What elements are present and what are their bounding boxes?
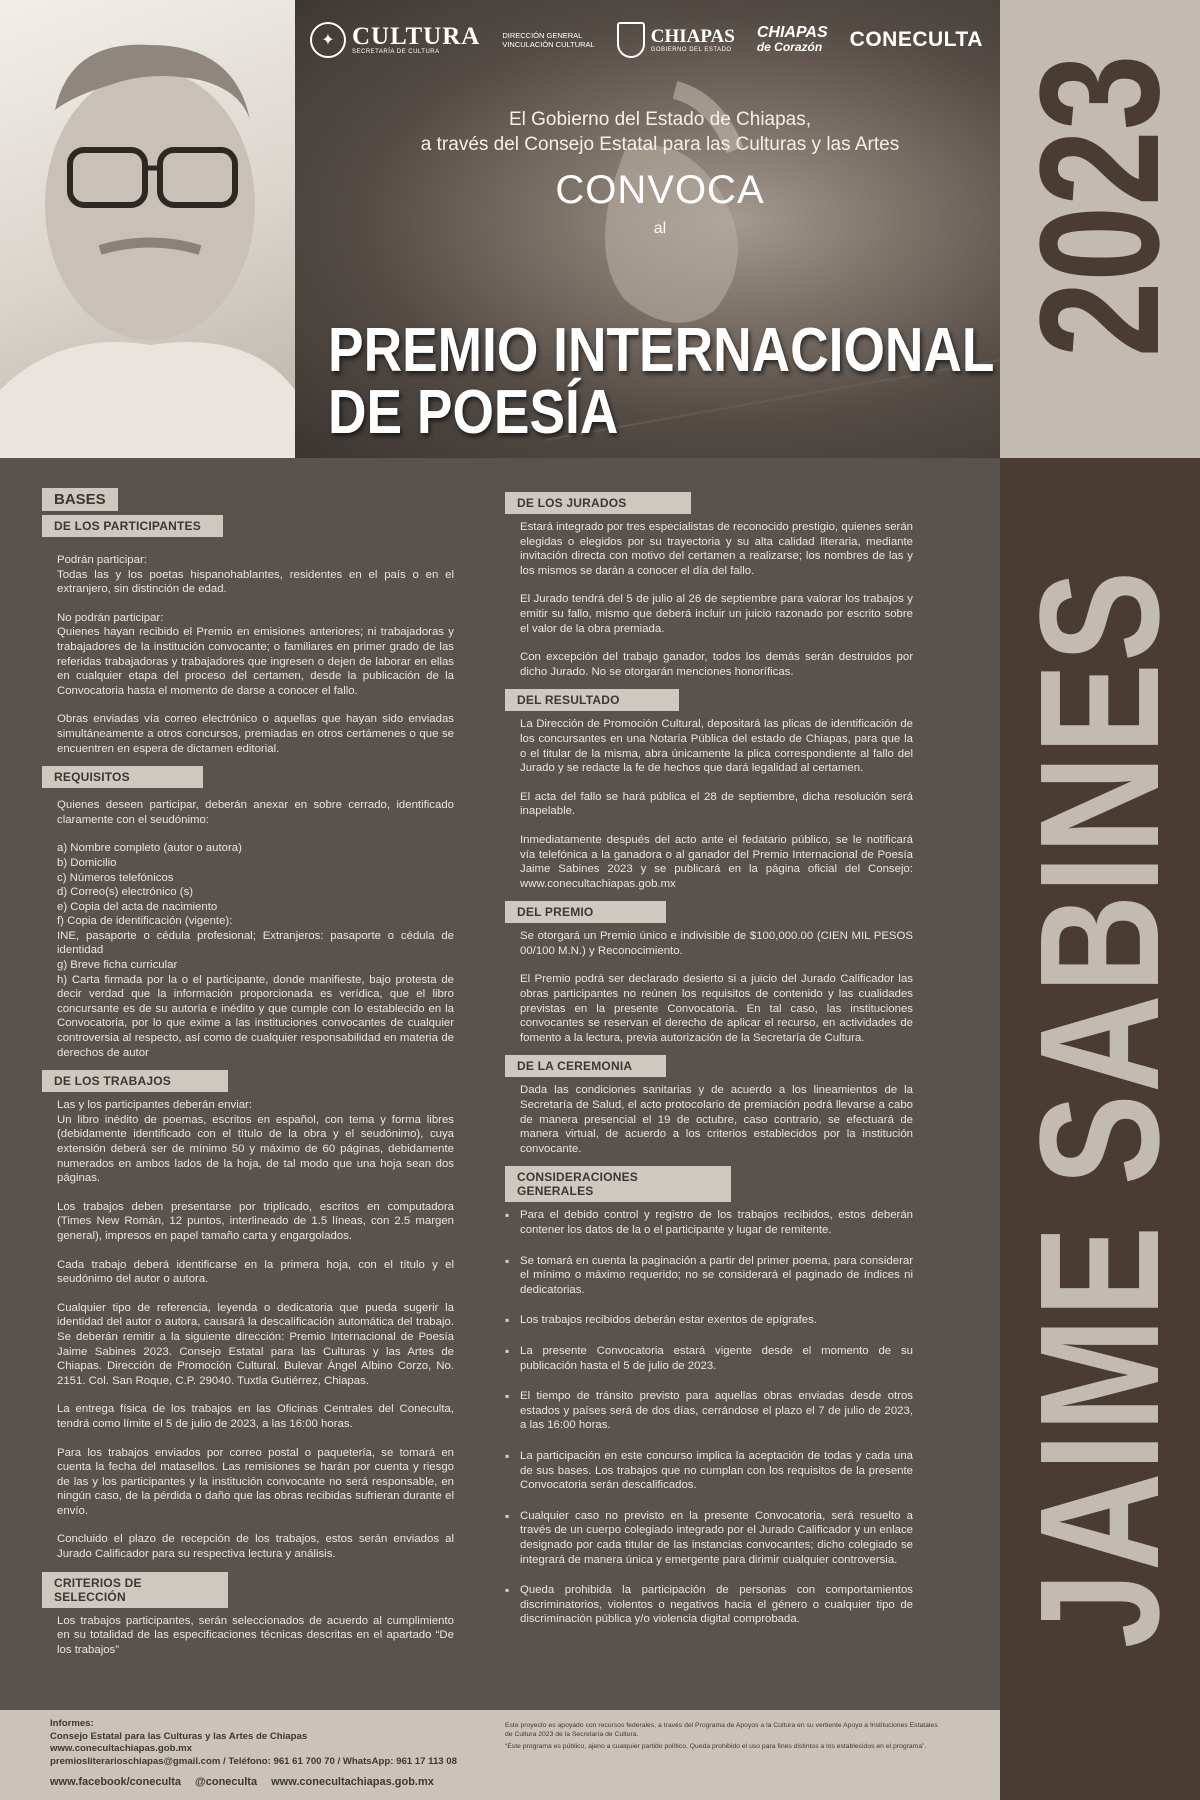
corazon-logo-line1: CHIAPAS [756,24,828,41]
logos-bar [310,18,990,62]
chiapas-logo-text: CHIAPAS [650,26,735,47]
paragraph: El Premio podrá ser declarado desierto si a juicio del Jurado Calificador las obras participantes no reúnen los requisitos de contenido y las cualidades previstas en la presente Convocatoria. En tal caso, las instituciones convocantes se reservan el derecho de aplicar el recurso, en actividades de fomento a la lectura, previa autorización de la Secretaría de Cultura. [520,973,913,1044]
section-title: DE LOS PARTICIPANTES [42,515,223,537]
paragraph: El Jurado tendrá del 5 de julio al 26 de septiembre para valorar los trabajos y emitir su fallo, mismo que deberá incluir un juicio razonado por escrito sobre el valor de la obra premiada. [520,593,913,635]
list-item: g) Breve ficha curricular [57,959,178,972]
intro-line-1: El Gobierno del Estado de Chiapas, [508,109,812,130]
section-resultado [505,685,913,891]
legal-notes [505,1722,945,1752]
section-title: DE LA CEREMONIA [505,1055,666,1077]
section-consideraciones [505,1162,913,1626]
left-column [42,458,454,1671]
paragraph: La entrega física de los trabajos en las Oficinas Centrales del Coneculta, tendrá como límite el 5 de julio de 2023, a las 16:00 horas. [57,1403,454,1430]
vertical-year: 2023 [1005,54,1195,358]
list-item: b) Domicilio [57,856,117,869]
list-item: c) Números telefónicos [57,871,174,884]
corazon-logo-line2: de Corazón [756,40,823,54]
bases-heading: BASES [42,488,118,511]
vertical-name: JAIME SABINES [1005,569,1195,1649]
eagle-seal-icon: ✦ [310,22,346,58]
intro-line-2: a través del Consejo Estatal para las Culturas y las Artes [420,134,900,155]
paragraph: Cualquier tipo de referencia, leyenda o dedicatoria que pueda sugerir la identidad del autor o autora, causará la descalificación automática del trabajo. Se deberán remitir a la siguiente dirección: Premio Internacional de Poesía Jaime Sabines 2023. Consejo Estatal para las Culturas y las Artes de Chiapas. Dirección de Promoción Cultural. Bulevar Ángel Albino Corzo, No. 2151. Col. San Roque, C.P. 29040. Tuxtla Gutiérrez, Chiapas. [57,1301,454,1387]
shield-icon [617,22,645,58]
paragraph: Dada las condiciones sanitarias y de acuerdo a los lineamientos de la Secretaría de Salud, el acto protocolario de premiación podrá llevarse a cabo de manera presencial el 19 de octubre, caso contrario, se efectuará de manera virtual, de acuerdo a los criterios establecidos por la institución convocante. [520,1084,913,1155]
al-text: al [653,220,667,237]
contact-line[interactable]: premiosliterarioschiapas@gmail.com / Teléfono: 961 61 700 70 / WhatsApp: 961 17 113 08 [50,1755,457,1767]
list-item: e) Copia del acta de nacimiento [57,900,218,913]
paragraph: Se otorgará un Premio único e indivisible de $100,000.00 (CIEN MIL PESOS 00/100 M.N.) y Reconocimiento. [520,930,913,957]
paragraph: Las y los participantes deberán enviar: Un libro inédito de poemas, escritos en español, con tema y forma libres (debidamente identificado con el título de la obra y el seudónimo), cuya extensión deberá ser de mínimo 50 y máximo de 60 páginas, debidamente numerados en ambos lados de la hoja, de tal modo que una hoja sean dos páginas. [57,1099,454,1185]
paragraph: La Dirección de Promoción Cultural, depositará las plicas de identificación de los concursantes en una Notaría Pública del estado de Chiapas, para que la o el titular de la misma, abra únicamente la plica correspondiente al fallo del Jurado y se redacte la fe de hechos que dará legalidad al certamen. [520,718,913,775]
paragraph: No podrán participar: Quienes hayan recibido el Premio en emisiones anteriores; ni trabajadoras y trabajadores de la institución convocante; o familiares en primer grado de las referidas trabajadoras y trabajadores que ingresen o dejen de laborar en ellas en cualquier etapa del proceso del certamen, desde la publicación de la Convocatoria hasta el momento de darse a conocer el fallo. [57,611,454,697]
author-portrait [0,0,295,458]
direccion-logo [502,31,594,49]
section-requisitos [42,762,454,1066]
section-title: DE LOS TRABAJOS [42,1070,228,1092]
paragraph: El acta del fallo se hará pública el 28 de septiembre, dicha resolución será inapelable. [520,790,913,818]
convoca-heading: CONVOCA [555,168,765,212]
cultura-logo-text: CULTURA [352,23,481,50]
list-item: ▪ El tiempo de tránsito previsto para aquellas obras enviadas desde otros estados y países será de dos días, cerrándose el plazo el 7 de julio de 2023, a las 16:00 horas. [505,1389,913,1433]
list-item: f) Copia de identificación (vigente): [57,915,233,928]
paragraph: Con excepción del trabajo ganador, todos los demás serán destruidos por dicho Jurado. No se otorgarán menciones honoríficas. [520,651,913,678]
paragraph: Quienes deseen participar, deberán anexar en sobre cerrado, identificado claramente con el seudónimo: [57,799,454,826]
section-participantes [42,511,454,756]
coneculta-logo: CONECULTA [849,28,983,51]
main-title-line-2: DE POESÍA [328,378,619,447]
paragraph: Inmediatamente después del acto ante el fedatario público, se le notificará vía telefónica a la ganadora o al ganador del Premio Internacional de Poesía Jaime Sabines 2023 y se publicará en la página oficial del Consejo: www.conecultachiapas.gob.mx [520,833,913,890]
section-premio [505,897,913,1045]
list-item: ▪ La presente Convocatoria estará vigente desde el momento de su publicación hasta el 5 de julio de 2023. [505,1344,913,1373]
right-column [505,458,913,1643]
section-title: CONSIDERACIONES GENERALES [505,1166,731,1202]
direccion-logo-line2: VINCULACIÓN CULTURAL [502,40,595,49]
contact-info [50,1718,457,1768]
list-item: d) Correo(s) electrónico (s) [57,886,194,899]
cultura-logo [310,22,480,58]
chiapas-de-corazon-logo [757,25,828,55]
section-trabajos [42,1066,454,1561]
section-title: REQUISITOS [42,766,203,788]
paragraph: Los trabajos deben presentarse por triplicado, escritos en computadora (Times New Román, 12 puntos, interlineado de 1.5 líneas, con 2.5 margen general), impresos en papel tamaño carta y engargolados. [57,1200,454,1242]
section-criterios [42,1568,454,1658]
chiapas-logo-subtext: GOBIERNO DEL ESTADO [650,47,732,53]
list-item: ▪ Cualquier caso no previsto en la presente Convocatoria, será resuelto a través de un cuerpo colegiado integrado por el Jurado Calificador y un enlace designado por cada titular de las instancias convocantes; dicho colegiado se integrará de manera única y emergente para dirimir cualquier controversia. [505,1509,913,1567]
paragraph: Para los trabajos enviados por correo postal o paquetería, se tomará en cuenta la fecha del matasellos. Las remisiones se harán por cuenta y riesgo de las y los participantes y la institución convocante no será responsable, en ningún caso, de la pérdida o daño que las obras recibidas sufrieran durante el envío. [57,1446,454,1517]
requisitos-list [57,841,454,1060]
cultura-logo-subtext: SECRETARÍA DE CULTURA [352,49,440,55]
social-handle[interactable]: @coneculta [195,1776,258,1788]
paragraph: Estará integrado por tres especialistas de reconocido prestigio, quienes serán elegidas o elegidos por su trayectoria y su alta calidad literaria, mediante invitación directa con motivo del certamen a realizarse; los nombres de las y los mismos se darán a conocer el día del fallo. [520,521,913,577]
facebook-link[interactable]: www.facebook/coneculta [50,1776,182,1788]
section-title: DEL PREMIO [505,901,666,923]
paragraph: Obras enviadas vía correo electrónico o aquellas que hayan sido enviadas simultáneamente a otros concursos, premiadas en otros certámenes o que se encuentren en espera de dictamen editorial. [57,713,454,755]
list-item: ▪ Para el debido control y registro de los trabajos recibidos, estos deberán contener los datos de la o el participante y lugar de remitente. [505,1208,913,1237]
header [0,0,1000,458]
paragraph: Los trabajos participantes, serán seleccionados de acuerdo al cumplimiento en su totalidad de las especificaciones técnicas descritas en el apartado “De los trabajos” [57,1614,454,1656]
paragraph: Concluido el plazo de recepción de los trabajos, estos serán enviados al Jurado Calificador para su respectiva lectura y análisis. [57,1533,454,1561]
website-link[interactable]: www.conecultachiapas.gob.mx [50,1743,192,1754]
social-links [50,1776,434,1788]
section-title: DE LOS JURADOS [505,492,691,514]
paragraph: Cada trabajo deberá identificarse en la primera hoja, con el título y el seudónimo del autor o autora. [57,1258,454,1286]
legal-note-1: Este proyecto es apoyado con recursos federales, a través del Programa de Apoyos a la Cultura en su vertiente Apoyo a Instituciones Estatales de Cultura 2023 de la Secretaría de Cultura. [505,1722,938,1738]
list-item: ▪ La participación en este concurso implica la aceptación de todas y cada una de sus bases. Los trabajos que no cumplan con los requisitos de la presente Convocatoria serán descalificados. [505,1449,913,1493]
list-item: INE, pasaporte o cédula profesional; Extranjeros: pasaporte o cédula de identidad [57,929,454,957]
chiapas-logo [617,22,735,58]
section-title: DEL RESULTADO [505,689,679,711]
list-item: h) Carta firmada por la o el participante, donde manifieste, bajo protesta de decir verdad que la información proporcionada es verídica, que el libro concursante es de su autoría e inédito y que cumple con lo establecido en la Convocatoria, por lo que exime a las instituciones convocantes de cualquier controversia al respecto, así como de cualquier responsabilidad en materia de derechos de autor [57,973,454,1059]
list-item: a) Nombre completo (autor o autora) [57,842,242,855]
paragraph: Podrán participar: Todas las y los poetas hispanohablantes, residentes en el país o en el extranjero, sin distinción de edad. [57,554,454,596]
portrait-illustration [0,0,295,458]
rules-body [0,458,1000,1710]
section-ceremonia [505,1051,913,1156]
section-title: CRITERIOS DE SELECCIÓN [42,1572,228,1608]
main-title-line-1: PREMIO INTERNACIONAL [328,316,995,385]
vertical-title [1005,0,1195,1800]
footer [0,1710,1000,1800]
section-jurados [505,488,913,679]
organization-name: Consejo Estatal para las Culturas y las Artes de Chiapas [50,1730,308,1742]
side-banner [1000,0,1200,1800]
legal-note-2: “Este programa es público, ajeno a cualquier partido político. Queda prohibido el uso para fines distintos a los establecidos en el programa”. [505,1743,927,1751]
list-item: ▪ Queda prohibida la participación de personas con comportamientos discriminatorios, violentos o negativos hacia el género o cualquier tipo de discriminación pública y/o violencia digital comprobada. [505,1583,913,1627]
main-title [328,316,995,447]
list-item: ▪ Se tomará en cuenta la paginación a partir del primer poema, para considerar el mínimo o máximo requerido; no se considerará el paginado de índices ni dedicatorias. [505,1254,913,1298]
direccion-logo-line1: DIRECCIÓN GENERAL [502,31,583,40]
list-item: ▪ Los trabajos recibidos deberán estar exentos de epígrafes. [505,1313,913,1328]
informes-label: Informes: [50,1718,94,1729]
website-link-2[interactable]: www.conecultachiapas.gob.mx [271,1776,434,1788]
